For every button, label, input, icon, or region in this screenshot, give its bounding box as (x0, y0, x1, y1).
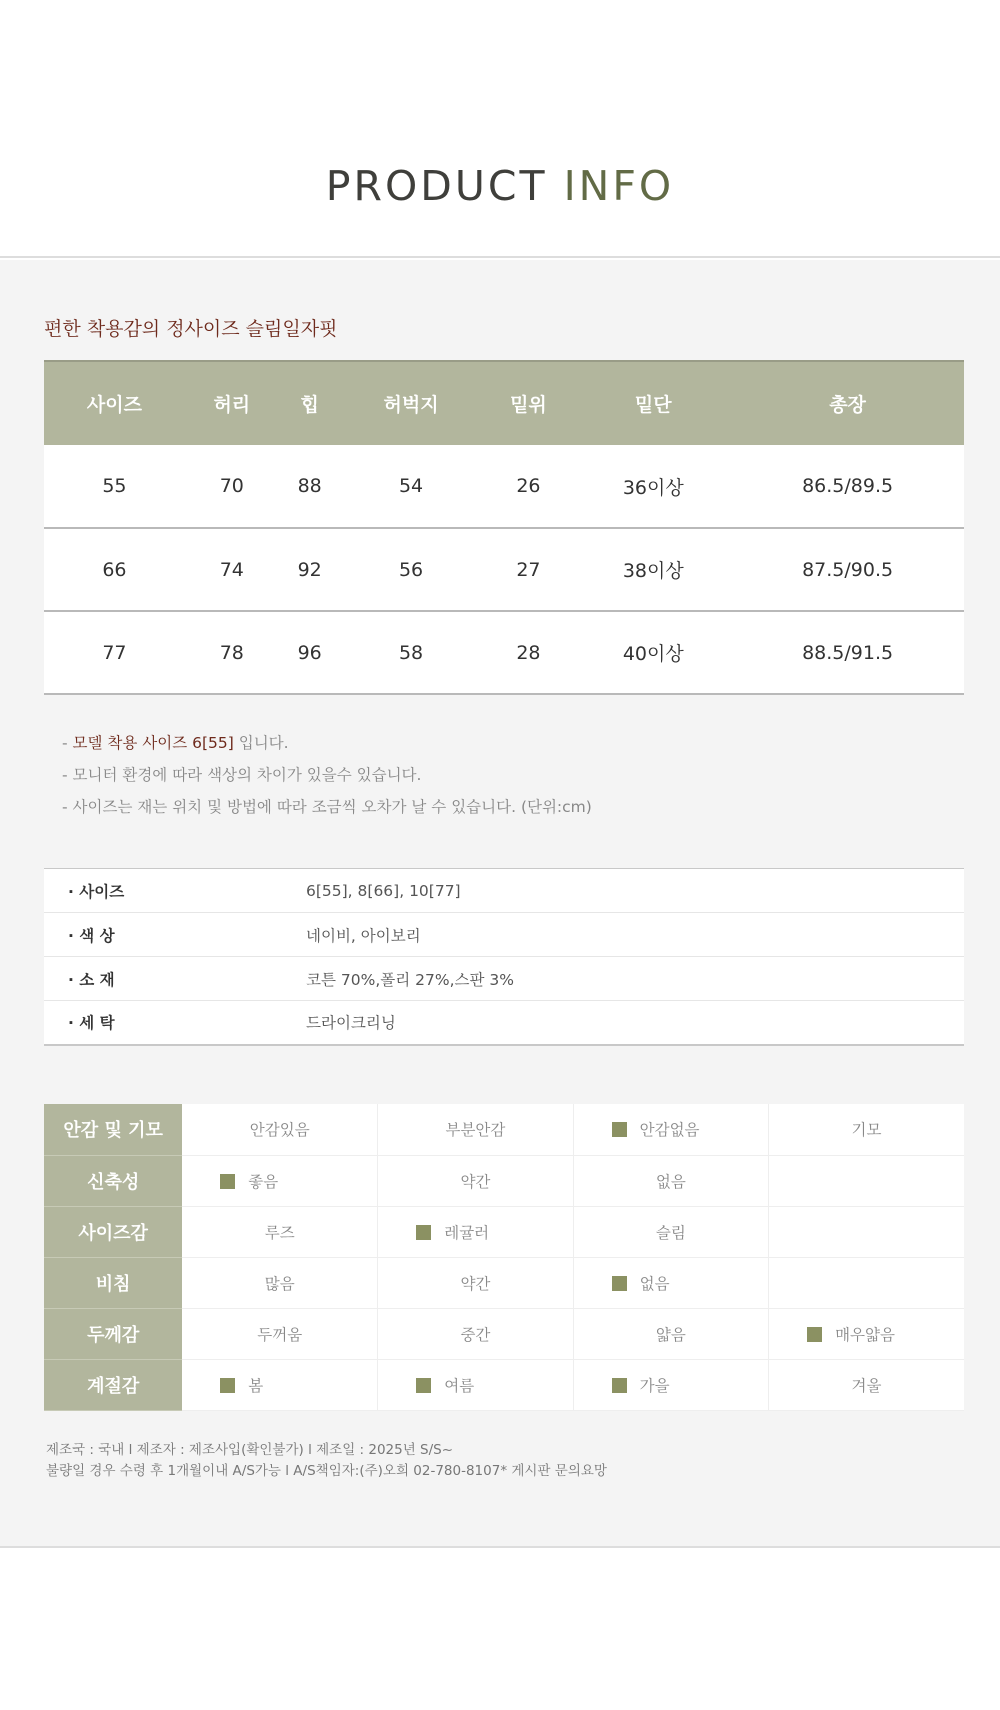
size-cell: 40이상 (575, 611, 731, 694)
feature-option (182, 1206, 377, 1257)
size-header-cell: 사이즈 (44, 361, 185, 445)
info-label: · 세 탁 (44, 1001, 306, 1045)
feature-option-label: 레귤러 (444, 1223, 490, 1242)
note-monitor: - 모니터 환경에 따라 색상의 차이가 있을수 있습니다. (62, 766, 422, 784)
feature-row (44, 1257, 964, 1308)
feature-option-label: 매우얇음 (835, 1325, 895, 1344)
feature-option-label: 여름 (444, 1376, 475, 1395)
size-cell: 87.5/90.5 (731, 528, 964, 611)
size-header-cell: 밑단 (575, 361, 731, 445)
size-table-header-row (44, 361, 964, 445)
feature-option-label: 두꺼움 (257, 1325, 303, 1344)
feature-option-label: 안감없음 (639, 1121, 700, 1140)
feature-option-label: 겨울 (851, 1376, 882, 1395)
feature-option (182, 1359, 377, 1410)
feature-option (769, 1257, 964, 1308)
size-header-cell: 허벅지 (341, 361, 482, 445)
feature-row (44, 1104, 964, 1155)
info-label: · 색 상 (44, 913, 306, 957)
size-cell: 36이상 (575, 445, 731, 528)
size-notes (62, 727, 592, 823)
size-cell: 70 (185, 445, 279, 528)
feature-option (182, 1104, 377, 1155)
feature-option (378, 1104, 573, 1155)
feature-label: 사이즈감 (44, 1206, 182, 1257)
size-cell: 38이상 (575, 528, 731, 611)
feature-option (769, 1206, 964, 1257)
size-header-cell: 밑위 (481, 361, 575, 445)
table-row (44, 611, 964, 694)
feature-row (44, 1206, 964, 1257)
feature-option-label: 기모 (851, 1121, 882, 1140)
selected-square-icon (612, 1276, 627, 1291)
feature-option (182, 1155, 377, 1206)
feature-option (573, 1206, 768, 1257)
feature-table-body (44, 1104, 964, 1410)
product-subtitle: 편한 착용감의 정사이즈 슬림일자핏 (44, 318, 338, 340)
size-cell: 54 (341, 445, 482, 528)
size-cell: 27 (481, 528, 575, 611)
feature-option (182, 1257, 377, 1308)
info-label: · 사이즈 (44, 869, 306, 913)
feature-option (573, 1155, 768, 1206)
size-cell: 78 (185, 611, 279, 694)
feature-option (573, 1104, 768, 1155)
feature-option (769, 1155, 964, 1206)
title-part-product: PRODUCT (325, 162, 548, 210)
info-row (44, 957, 964, 1001)
size-cell: 92 (279, 528, 341, 611)
feature-row (44, 1308, 964, 1359)
size-cell: 55 (44, 445, 185, 528)
info-value: 코튼 70%,폴리 27%,스판 3% (306, 957, 964, 1001)
info-label: · 소 재 (44, 957, 306, 1001)
info-value: 6[55], 8[66], 10[77] (306, 869, 964, 913)
size-cell: 66 (44, 528, 185, 611)
size-cell: 58 (341, 611, 482, 694)
feature-row (44, 1155, 964, 1206)
selected-square-icon (612, 1378, 627, 1393)
info-row (44, 869, 964, 913)
feature-option-label: 없음 (639, 1274, 670, 1293)
manufacturer-line: 제조국 : 국내 l 제조자 : 제조사입(확인불가) l 제조일 : 2025년 S/S~ (46, 1442, 454, 1458)
feature-option-label: 중간 (460, 1325, 491, 1344)
feature-option (378, 1257, 573, 1308)
size-cell: 88.5/91.5 (731, 611, 964, 694)
feature-option-label: 약간 (460, 1172, 491, 1191)
title-part-info: INFO (563, 162, 675, 210)
feature-label: 두께감 (44, 1308, 182, 1359)
feature-label: 안감 및 기모 (44, 1104, 182, 1155)
page-title (0, 162, 1000, 210)
size-cell: 88 (279, 445, 341, 528)
feature-option-label: 없음 (655, 1172, 686, 1191)
size-header-cell: 허리 (185, 361, 279, 445)
note-model-suffix: 입니다. (233, 734, 289, 752)
product-info-panel (0, 260, 1000, 1548)
info-value: 네이비, 아이보리 (306, 913, 964, 957)
note-prefix: - (62, 734, 73, 752)
info-row (44, 1001, 964, 1045)
table-row (44, 445, 964, 528)
size-header-cell: 총장 (731, 361, 964, 445)
feature-option-label: 얇음 (655, 1325, 686, 1344)
as-service-line: 불량일 경우 수령 후 1개월이내 A/S가능 l A/S책임자:(주)오희 02-780-8107* 게시판 문의요망 (46, 1463, 607, 1479)
selected-square-icon (220, 1174, 235, 1189)
header-section (0, 0, 1000, 258)
size-table (44, 360, 964, 695)
feature-option-label: 봄 (248, 1376, 264, 1395)
feature-option-label: 가을 (639, 1376, 670, 1395)
size-cell: 74 (185, 528, 279, 611)
feature-option (378, 1206, 573, 1257)
feature-option (378, 1359, 573, 1410)
selected-square-icon (612, 1122, 627, 1137)
feature-option (182, 1308, 377, 1359)
feature-option (378, 1308, 573, 1359)
feature-option (769, 1104, 964, 1155)
feature-label: 비침 (44, 1257, 182, 1308)
info-table (44, 868, 964, 1046)
feature-table (44, 1104, 964, 1411)
feature-option-label: 많음 (264, 1274, 295, 1293)
note-model-size (62, 727, 592, 759)
size-cell: 86.5/89.5 (731, 445, 964, 528)
feature-option-label: 슬림 (655, 1223, 686, 1242)
feature-label: 신축성 (44, 1155, 182, 1206)
size-cell: 28 (481, 611, 575, 694)
info-row (44, 913, 964, 957)
note-model-highlight: 모델 착용 사이즈 6[55] (72, 734, 234, 752)
feature-option (573, 1308, 768, 1359)
feature-label: 계절감 (44, 1359, 182, 1410)
feature-option (573, 1257, 768, 1308)
feature-option-label: 루즈 (264, 1223, 295, 1242)
size-cell: 77 (44, 611, 185, 694)
feature-row (44, 1359, 964, 1410)
feature-option-label: 부분안감 (445, 1121, 506, 1140)
size-cell: 96 (279, 611, 341, 694)
info-value: 드라이크리닝 (306, 1001, 964, 1045)
note-measurement: - 사이즈는 재는 위치 및 방법에 따라 조금씩 오차가 날 수 있습니다. (단위:cm) (62, 798, 592, 816)
selected-square-icon (416, 1378, 431, 1393)
feature-option (769, 1359, 964, 1410)
selected-square-icon (416, 1225, 431, 1240)
manufacturer-info (46, 1440, 607, 1482)
feature-option (378, 1155, 573, 1206)
feature-option (769, 1308, 964, 1359)
size-cell: 26 (481, 445, 575, 528)
table-row (44, 528, 964, 611)
feature-option (573, 1359, 768, 1410)
size-header-cell: 힙 (279, 361, 341, 445)
size-cell: 56 (341, 528, 482, 611)
feature-option-label: 약간 (460, 1274, 491, 1293)
selected-square-icon (807, 1327, 822, 1342)
selected-square-icon (220, 1378, 235, 1393)
feature-option-label: 좋음 (248, 1172, 279, 1191)
feature-option-label: 안감있음 (249, 1121, 310, 1140)
